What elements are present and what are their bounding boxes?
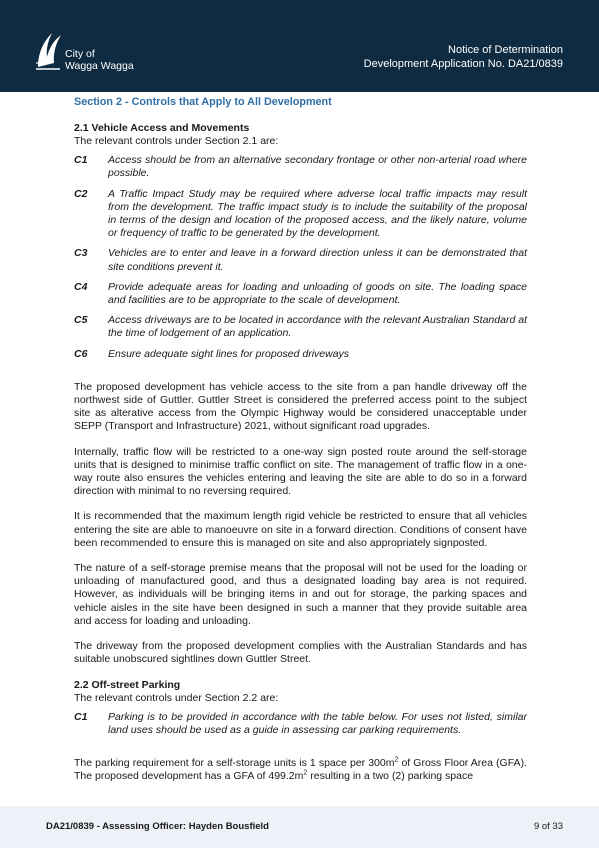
control-id: C1 [74, 154, 88, 167]
control-id: C5 [74, 314, 88, 327]
control-text: Vehicles are to enter and leave in a forward direction unless it can be demonstrated that site conditions prevent it. [108, 247, 527, 273]
control-item [74, 154, 527, 180]
control-text: Access driveways are to be located in accordance with the relevant Australian Standard at the time of lodgement of an application. [108, 314, 527, 340]
control-id: C4 [74, 280, 88, 293]
control-item [74, 348, 527, 361]
page-header [0, 0, 599, 92]
control-item [74, 281, 527, 307]
control-text: Access should be from an alternative secondary frontage or other non-arterial road where possible. [108, 154, 527, 180]
subsection-heading-2-2: 2.2 Off-street Parking [74, 678, 181, 691]
body-paragraph: It is recommended that the maximum length rigid vehicle be restricted to ensure that all vehicles entering the site are able to manoeuvre on site in a forward direction. Conditions of consent have been recommended to ensure this is managed on site and also appropriately signposted. [74, 510, 527, 549]
control-id: C1 [74, 710, 88, 723]
control-text: A Traffic Impact Study may be required where adverse local traffic impacts may result from the development. The traffic impact study is to include the suitability of the proposal in terms of the design and location of the proposed access, and the likely nature, volume or frequency of traffic to be generated by the development. [108, 187, 527, 240]
control-text: Provide adequate areas for loading and unloading of goods on site. The loading space and facilities are to be appropriate to the scale of development. [108, 280, 527, 307]
para-text: resulting in a two (2) parking space [307, 770, 474, 783]
subsection-lead-2-1: The relevant controls under Section 2.1 are: [74, 135, 279, 147]
document-title: Notice of Determination [448, 44, 563, 56]
body-paragraph: Internally, traffic flow will be restricted to a one-way sign posted route around the self-storage units that is designed to minimise traffic conflict on site. The management of traffic flow in a one-way route also ensures the vehicles entering and leaving the site are able to do so in a forward direction with minimal to no reversing required. [74, 445, 527, 498]
body-paragraph [74, 757, 527, 783]
logo-text [65, 48, 134, 72]
body-paragraph: The driveway from the proposed development complies with the Australian Standards and has suitable unobscured sightlines down Guttler Street. [74, 640, 527, 666]
control-item [74, 247, 527, 273]
control-item [74, 188, 527, 241]
para-text: The parking requirement for a self-storage units is 1 space per 300m [74, 757, 395, 770]
document-number: Development Application No. DA21/0839 [363, 58, 563, 70]
control-id: C6 [74, 347, 88, 360]
control-item [74, 314, 527, 340]
para-text: of Gross Floor Area (GFA). The proposed development has a GFA of 499.2m [74, 757, 527, 783]
subsection-lead-2-2: The relevant controls under Section 2.2 are: [74, 691, 279, 704]
crow-logo-icon [34, 27, 64, 71]
superscript: 2 [394, 756, 399, 764]
control-id: C3 [74, 247, 88, 260]
subsection-heading-2-1: 2.1 Vehicle Access and Movements [74, 122, 250, 134]
control-text: Parking is to be provided in accordance with the table below. For uses not listed, similar land uses should be used as a guide in assessing car parking requirements. [108, 710, 527, 736]
page-footer [0, 806, 599, 848]
control-text: Ensure adequate sight lines for proposed driveways [108, 347, 350, 360]
section-title: Section 2 - Controls that Apply to All Development [74, 96, 332, 108]
page-content [74, 96, 527, 784]
logo-line-2: Wagga Wagga [65, 60, 134, 72]
body-paragraph: The nature of a self-storage premise means that the proposal will not be used for the loading or unloading of manufactured good, and thus a designated loading bay area is not required. However, as individuals will be bringing items in and out for storage, the parking spaces and vehicle aisles in the site have been designed in such a manner that they provide suitable area and access for loading and unloading. [74, 562, 527, 627]
superscript: 2 [303, 769, 308, 777]
body-paragraph: The proposed development has vehicle access to the site from a pan handle driveway off the northwest side of Guttler. Guttler Street is considered the preferred access point to the subject site as alterative access from the Olympic Highway would be considered unacceptable under SEPP (Transport and Infrastructure) 2021, without significant road upgrades. [74, 380, 527, 433]
council-logo [34, 27, 144, 77]
control-item [74, 711, 527, 737]
control-id: C2 [74, 187, 88, 200]
page-number: 9 of 33 [533, 821, 563, 832]
document-header [364, 43, 563, 71]
footer-officer: DA21/0839 - Assessing Officer: Hayden Bousfield [46, 821, 269, 832]
logo-line-1: City of [65, 48, 95, 60]
